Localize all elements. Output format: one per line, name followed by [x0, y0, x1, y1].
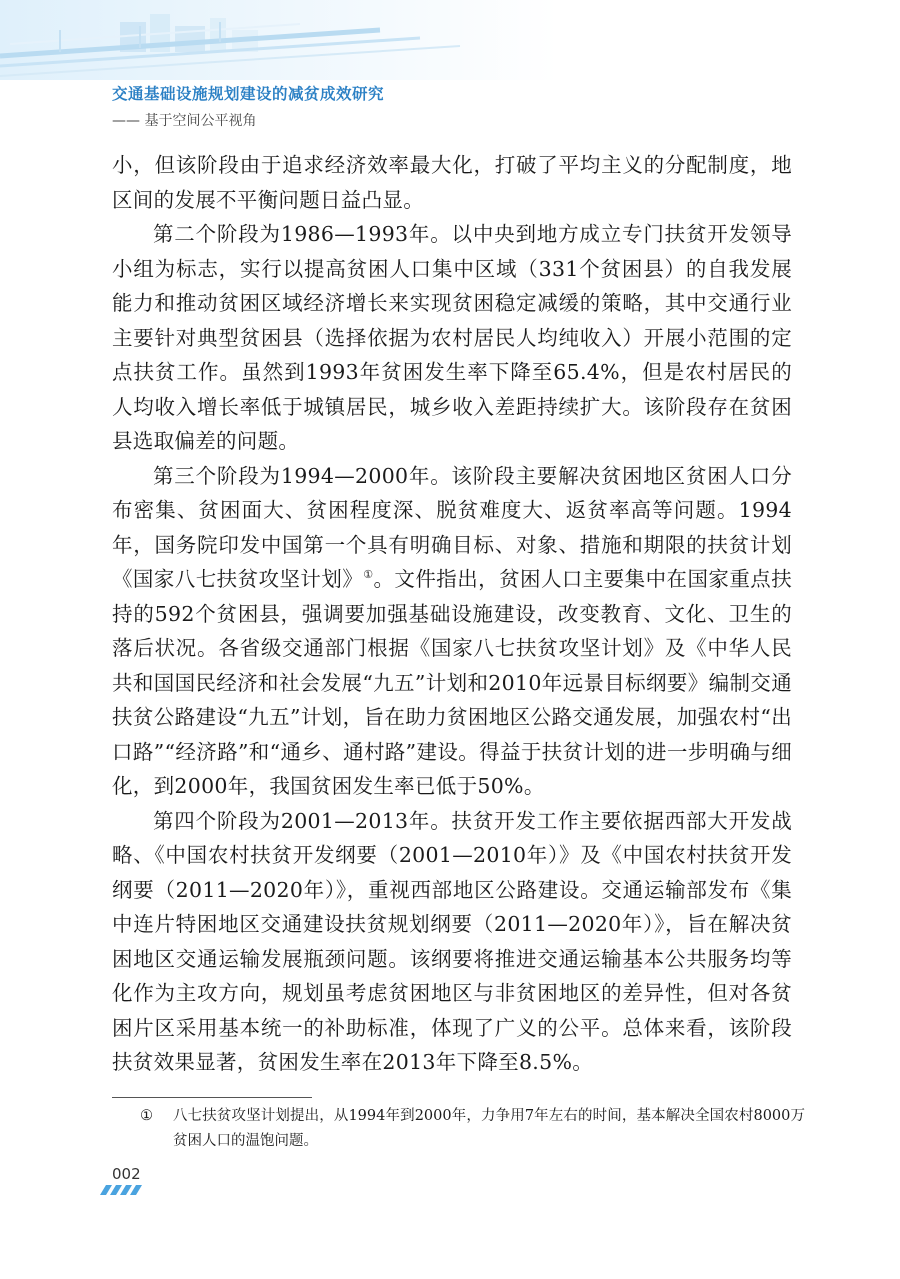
book-subtitle: —— 基于空间公平视角 [112, 113, 257, 129]
header-banner-image [0, 0, 900, 80]
footnote-mark: ① [140, 1108, 153, 1124]
footnote-text: 八七扶贫攻坚计划提出，从1994年到2000年，力争用7年左右的时间，基本解决全国农村8000万贫困人口的温饱问题。 [173, 1108, 805, 1149]
railway-graphic [0, 0, 900, 80]
running-header [112, 82, 384, 130]
footnote-reference[interactable]: ① [363, 568, 374, 582]
page-stripes-decoration [100, 1185, 144, 1195]
footnote [140, 1104, 805, 1154]
paragraph-1: 小，但该阶段由于追求经济效率最大化，打破了平均主义的分配制度，地区间的发展不平衡问题日益凸显。 [112, 153, 792, 212]
paragraph-3 [112, 459, 792, 804]
paragraph-2: 第二个阶段为1986—1993年。以中央到地方成立专门扶贫开发领导小组为标志，实行以提高贫困人口集中区域（331个贫困县）的自我发展能力和推动贫困区域经济增长来实现贫困稳定减缓的策略，其中交通行业主要针对典型贫困县（选择依据为农村居民人均纯收入）开展小范围的定点扶贫工作。虽然到1993年贫困发生率下降至65.4%，但是农村居民的人均收入增长率低于城镇居民，城乡收入差距持续扩大。该阶段存在贫困县选取偏差的问题。 [112, 222, 792, 453]
paragraph-4: 第四个阶段为2001—2013年。扶贫开发工作主要依据西部大开发战略、《中国农村扶贫开发纲要（2001—2010年）》及《中国农村扶贫开发纲要（2011—2020年）》，重视西部地区公路建设。交通运输部发布《集中连片特困地区交通建设扶贫规划纲要（2011—2020年）》，旨在解决贫困地区交通运输发展瓶颈问题。该纲要将推进交通运输基本公共服务均等化作为主攻方向，规划虽考虑贫困地区与非贫困地区的差异性，但对各贫困片区采用基本统一的补助标准，体现了广义的公平。总体来看，该阶段扶贫效果显著，贫困发生率在2013年下降至8.5%。 [112, 808, 792, 1074]
book-title: 交通基础设施规划建设的减贫成效研究 [112, 85, 385, 103]
page-number: 002 [112, 1165, 141, 1183]
body-text [112, 148, 792, 1080]
paragraph-3-text-cont: 。文件指出，贫困人口主要集中在国家重点扶持的592个贫困县，强调要加强基础设施建设，改变教育、文化、卫生的落后状况。各省级交通部门根据《国家八七扶贫攻坚计划》及《中华人民共和国国民经济和社会发展“九五”计划和2010年远景目标纲要》编制交通扶贫公路建设“九五”计划，旨在助力贫困地区公路交通发展，加强农村“出口路”“经济路”和“通乡、通村路”建设。得益于扶贫计划的进一步明确与细化，到2000年，我国贫困发生率已低于50%。 [112, 567, 792, 798]
paragraph-3-text: 第三个阶段为1994—2000年。该阶段主要解决贫困地区贫困人口分布密集、贫困面大、贫困程度深、脱贫难度大、返贫率高等问题。1994年，国务院印发中国第一个具有明确目标、对象、措施和期限的扶贫计划《国家八七扶贫攻坚计划》 [112, 463, 792, 591]
footnote-divider [112, 1097, 312, 1098]
